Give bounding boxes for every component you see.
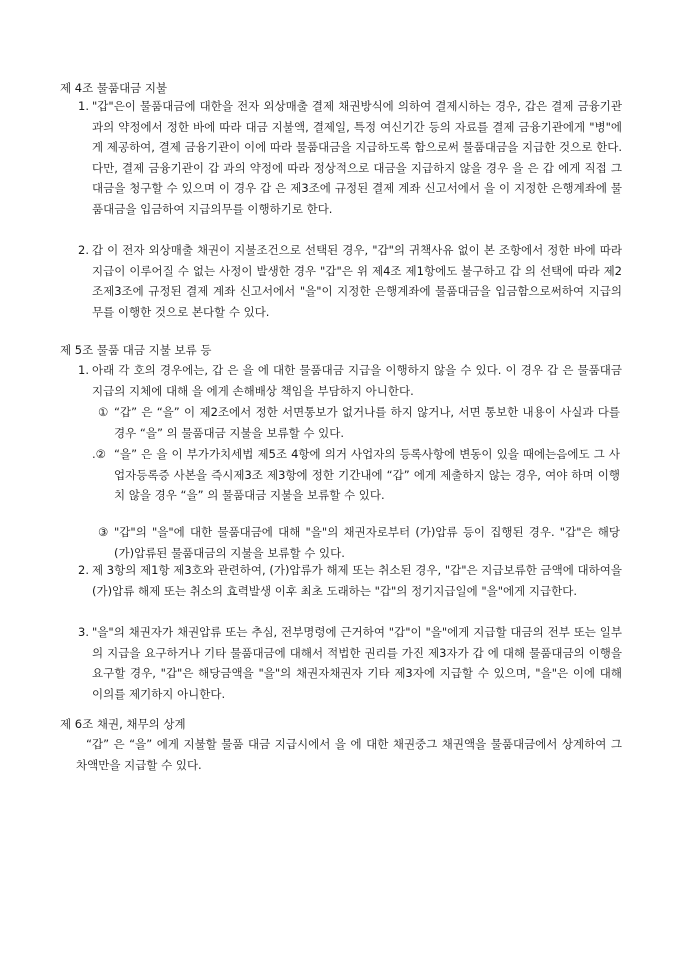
article-5-paragraph-3 bbox=[78, 622, 622, 704]
paragraph-number: 1. bbox=[78, 363, 89, 377]
paragraph-text: 제 3항의 제1항 제3호와 관련하여, (가)압류가 해제 또는 취소된 경우, "갑"은 지급보류한 금액에 대하여을 (가)압류 해제 또는 취소의 효력발생 이후 최초 도래하는 "갑"의 정기지급일에 "을"에게 지급한다. bbox=[92, 563, 622, 598]
paragraph-number: 1. bbox=[78, 99, 89, 113]
paragraph-number: 3. bbox=[78, 625, 89, 639]
item-number: .② bbox=[92, 447, 106, 461]
article-5-item-3 bbox=[98, 522, 620, 563]
item-number: ① bbox=[98, 405, 109, 419]
paragraph-text: 아래 각 호의 경우에는, 갑 은 을 에 대한 물품대금 지급을 이행하지 않을 수 있다. 이 경우 갑 은 물품대금 지급의 지체에 대해 을 에게 손해배상 책임을 부담하지 아니한다. bbox=[92, 363, 622, 398]
article-4-paragraph-2 bbox=[78, 240, 622, 322]
article-5-item-1 bbox=[98, 402, 620, 443]
item-text: “갑” 은 “을” 이 제2조에서 정한 서면통보가 없거나를 하지 않거나, 서면 통보한 내용이 사실과 다를 경우 “을” 의 물품대금 지불을 보류할 수 있다. bbox=[114, 405, 620, 440]
paragraph-text: "갑"은이 물품대금에 대한을 전자 외상매출 결제 채권방식에 의하여 결제시하는 경우, 갑은 결제 금융기관과의 약정에서 정한 바에 따라 대금 지불액, 결제일, 특정 여신기간 등의 자료를 결제 금융기관에게 "병"에게 제공하여, 결제 금융기관이 이에 따라 물품대금을 지급하도록 함으로써 물품대금을 지급한 것으로 한다. 다만, 결제 금융기관이 갑 과의 약정에 따라 정상적으로 대금을 지급하지 않을 경우 을 은 갑 에게 직접 그 대금을 청구할 수 있으며 이 경우 갑 은 제3조에 규정된 결제 계좌 신고서에서 을 이 지정한 은행계좌에 물품대금을 입금하여 지급의무를 이행하기로 한다. bbox=[92, 99, 622, 216]
article-4-paragraph-1 bbox=[78, 96, 622, 220]
article-5-paragraph-2 bbox=[78, 560, 622, 601]
paragraph-text: “갑” 은 “을” 에게 지불할 물품 대금 지급시에서 을 에 대한 채권중그 채권액을 물품대금에서 상계하여 그 차액만을 지급할 수 있다. bbox=[76, 737, 622, 772]
paragraph-text: "을"의 채권자가 채권압류 또는 추심, 전부명령에 근거하여 "갑"이 "을"에게 지급할 대금의 전부 또는 일부의 지급을 요구하거나 기타 물품대금에 대해서 적법한 권리를 가진 제3자가 갑 에 대해 물품대금의 이행을 요구할 경우, "갑"은 해당금액을 "을"의 채권자채권자 기타 제3자에 지급할 수 있으며, "을"은 이에 대해 이의를 제기하지 아니한다. bbox=[92, 625, 622, 701]
item-text: “을” 은 을 이 부가가치세법 제5조 4항에 의거 사업자의 등록사항에 변동이 있을 때에는음에도 그 사업자등록증 사본을 즉시제3조 제3항에 정한 기간내에 “갑” 에게 제출하지 않는 경우, 여야 하며 이행치 않을 경우 “을” 의 물품대금 지불을 보류할 수 있다. bbox=[114, 447, 620, 503]
item-text: "갑"의 "을"에 대한 물품대금에 대해 "을"의 채권자로부터 (가)압류 등이 집행된 경우. "갑"은 해당 (가)압류된 물품대금의 지불을 보류할 수 있다. bbox=[114, 525, 620, 560]
paragraph-number: 2. bbox=[78, 243, 89, 257]
article-5-paragraph-1 bbox=[78, 360, 622, 401]
article-6-title: 제 6조 채권, 채무의 상계 bbox=[60, 717, 186, 731]
paragraph-number: 2. bbox=[78, 563, 89, 577]
paragraph-text: 갑 이 전자 외상매출 채권이 지불조건으로 선택된 경우, "갑"의 귀책사유 없이 본 조항에서 정한 바에 따라 지급이 이루어질 수 없는 사정이 발생한 경우 "갑"은 위 제4조 제1항에도 불구하고 갑 의 선택에 따라 제2조제3조에 규정된 결제 계좌 신고서에서 "을"이 지정한 은행계좌에 물품대금을 입금함으로써하여 지급의무를 이행한 것으로 본다할 수 있다. bbox=[92, 243, 622, 319]
article-6-paragraph-1 bbox=[76, 734, 622, 775]
item-number: ③ bbox=[98, 525, 109, 539]
article-5-title: 제 5조 물품 대금 지불 보류 등 bbox=[60, 343, 212, 357]
article-5-item-2 bbox=[92, 444, 620, 506]
article-4-title: 제 4조 물품대금 지불 bbox=[60, 81, 168, 95]
